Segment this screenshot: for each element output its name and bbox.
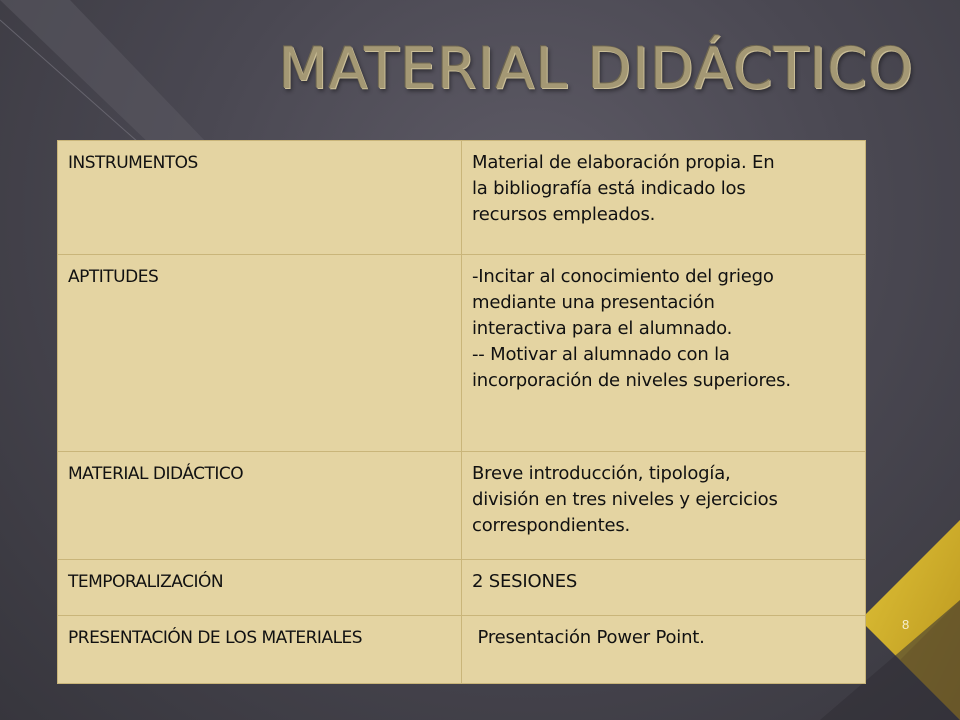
description-line: recursos empleados. <box>472 204 656 225</box>
description-line: 2 SESIONES <box>472 571 578 592</box>
description-line: correspondientes. <box>472 515 631 536</box>
row-label: MATERIAL DIDÁCTICO <box>58 452 462 560</box>
description-line: mediante una presentación <box>472 292 715 313</box>
description-line: división en tres niveles y ejercicios <box>472 489 778 510</box>
description-line: la bibliografía está indicado los <box>472 178 746 199</box>
row-label: PRESENTACIÓN DE LOS MATERIALES <box>58 616 462 684</box>
row-label: APTITUDES <box>58 255 462 452</box>
didactic-material-table <box>57 140 866 684</box>
table-row <box>58 255 866 452</box>
description-line: incorporación de niveles superiores. <box>472 370 791 391</box>
row-label: TEMPORALIZACIÓN <box>58 560 462 616</box>
slide-title: MATERIAL DIDÁCTICO <box>278 36 914 102</box>
row-label: INSTRUMENTOS <box>58 141 462 255</box>
row-description <box>462 452 866 560</box>
description-line: -- Motivar al alumnado con la <box>472 344 730 365</box>
description-line: Breve introducción, tipología, <box>472 463 731 484</box>
description-line: Presentación Power Point. <box>472 627 705 648</box>
table-row <box>58 616 866 684</box>
table-row <box>58 560 866 616</box>
description-line: interactiva para el alumnado. <box>472 318 733 339</box>
page-number: 8 <box>902 617 910 632</box>
row-description <box>462 141 866 255</box>
row-description <box>462 255 866 452</box>
description-line: Material de elaboración propia. En <box>472 152 775 173</box>
table-row <box>58 141 866 255</box>
description-line: -Incitar al conocimiento del griego <box>472 266 774 287</box>
table-row <box>58 452 866 560</box>
row-description <box>462 560 866 616</box>
row-description <box>462 616 866 684</box>
